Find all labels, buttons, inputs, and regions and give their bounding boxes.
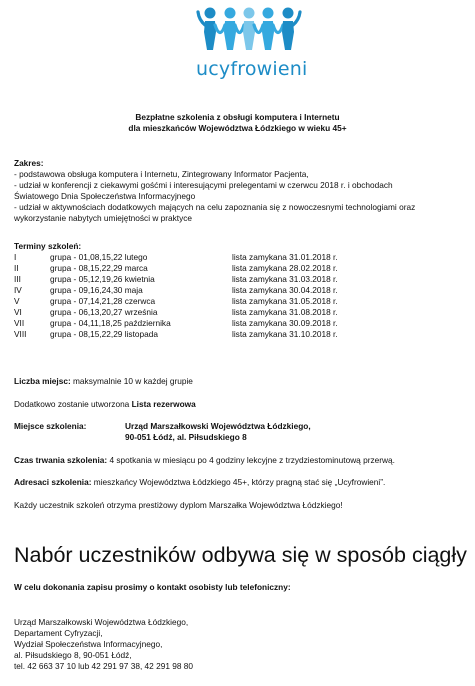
schedule-roman: II [14, 263, 19, 273]
logo-figure-head [283, 8, 294, 19]
contact-line: Departament Cyfryzacji, [14, 628, 103, 638]
title-line-1: Bezpłatne szkolenia z obsługi komputera i Internetu [135, 112, 340, 122]
duration-value: 4 spotkania w miesiącu po 4 godziny lekcyjne z trzydziestominutową przerwą. [107, 455, 395, 465]
logo-figure-head [225, 8, 236, 19]
logo-figure-head [263, 8, 274, 19]
schedule-roman: I [14, 252, 17, 262]
audience-label: Adresaci szkolenia: [14, 477, 92, 487]
schedule-deadline: lista zamykana 30.04.2018 r. [232, 285, 338, 295]
logo-figure-arms [215, 25, 225, 33]
seats-value: maksymalnie 10 w każdej grupie [70, 376, 193, 386]
title-line-2: dla mieszkańców Województwa Łódzkiego w wieku 45+ [128, 123, 347, 133]
contact-line: Urząd Marszałkowski Województwa Łódzkiego, [14, 617, 189, 627]
schedule-deadline: lista zamykana 30.09.2018 r. [232, 318, 338, 328]
audience-value: mieszkańcy Województwa Łódzkiego 45+, którzy pragną stać się „Ucyfrowieni”. [91, 477, 386, 487]
scope-title: Zakres: [14, 158, 44, 168]
location-line-1: Urząd Marszałkowski Województwa Łódzkiego, [125, 421, 311, 431]
schedule-group: grupa - 08,15,22,29 listopada [50, 329, 158, 339]
contact-phone: tel. 42 663 37 10 lub 42 291 97 38, 42 291 98 80 [14, 661, 193, 671]
schedule-roman: IV [14, 285, 22, 295]
schedule-roman: V [14, 296, 20, 306]
logo-figure-head [244, 8, 255, 19]
schedule-group: grupa - 09,16,24,30 maja [50, 285, 143, 295]
schedule-roman: VII [14, 318, 25, 328]
schedule-roman: VIII [14, 329, 27, 339]
schedule-group: grupa - 01,08,15,22 lutego [50, 252, 148, 262]
contact-line: Wydział Społeczeństwa Informacyjnego, [14, 639, 163, 649]
schedule-title: Terminy szkoleń: [14, 241, 82, 251]
logo-figure-arms [254, 25, 263, 33]
location-label: Miejsce szkolenia: [14, 421, 87, 431]
contact-line: al. Piłsudskiego 8, 90-051 Łódź, [14, 650, 132, 660]
diploma-note: Każdy uczestnik szkoleń otrzyma prestiżowy dyplom Marszałka Województwa Łódzkiego! [14, 500, 343, 510]
schedule-roman: III [14, 274, 21, 284]
schedule-group: grupa - 07,14,21,28 czerwca [50, 296, 156, 306]
scope-line: Światowego Dnia Społeczeństwa Informacyjnego [14, 191, 196, 201]
seats-label: Liczba miejsc: [14, 376, 71, 386]
schedule-group: grupa - 06,13,20,27 września [50, 307, 158, 317]
logo-figure-arms [235, 25, 244, 33]
reserve-list-info [14, 399, 469, 410]
duration-info [14, 455, 469, 466]
schedule-group: grupa - 08,15,22,29 marca [50, 263, 148, 273]
reserve-prefix: Dodatkowo zostanie utworzona [14, 399, 132, 409]
logo-raised-arm-left [198, 12, 205, 25]
schedule-deadline: lista zamykana 31.01.2018 r. [232, 252, 338, 262]
ucyfrowieni-logo [196, 6, 308, 84]
schedule-group: grupa - 05,12,19,26 kwietnia [50, 274, 155, 284]
scope-line: - podstawowa obsługa komputera i Internetu, Zintegrowany Informator Pacjenta, [14, 169, 309, 179]
logo-figure-arms [273, 25, 283, 33]
schedule-group: grupa - 04,11,18,25 października [50, 318, 171, 328]
schedule-deadline: lista zamykana 31.08.2018 r. [232, 307, 338, 317]
duration-label: Czas trwania szkolenia: [14, 455, 108, 465]
logo-text: ucyfrowieni [196, 58, 308, 80]
people-chain-logo-icon [196, 6, 302, 58]
contact-intro: W celu dokonania zapisu prosimy o kontakt osobisty lub telefoniczny: [14, 582, 291, 592]
scope-line: - udział w konferencji z ciekawymi gośćmi i interesującymi prelegentami w czerwcu 2018 r. i obchodach [14, 180, 393, 190]
schedule-deadline: lista zamykana 31.03.2018 r. [232, 274, 338, 284]
logo-figure-head [205, 8, 216, 19]
logo-raised-arm-right [293, 12, 300, 25]
seats-info [14, 376, 469, 387]
reserve-bold: Lista rezerwowa [131, 399, 196, 409]
recruitment-heading: Nabór uczestników odbywa się w sposób ciągły [14, 543, 467, 567]
schedule-deadline: lista zamykana 31.05.2018 r. [232, 296, 338, 306]
audience-info [14, 477, 469, 488]
schedule-deadline: lista zamykana 31.10.2018 r. [232, 329, 338, 339]
location-line-2: 90-051 Łódź, al. Piłsudskiego 8 [125, 432, 247, 442]
scope-line: wykorzystanie nabytych umiejętności w praktyce [14, 213, 192, 223]
schedule-roman: VI [14, 307, 22, 317]
schedule-deadline: lista zamykana 28.02.2018 r. [232, 263, 338, 273]
scope-line: - udział w aktywnościach dodatkowych mających na celu zapoznania się z nowoczesnymi technologiami oraz [14, 202, 416, 212]
